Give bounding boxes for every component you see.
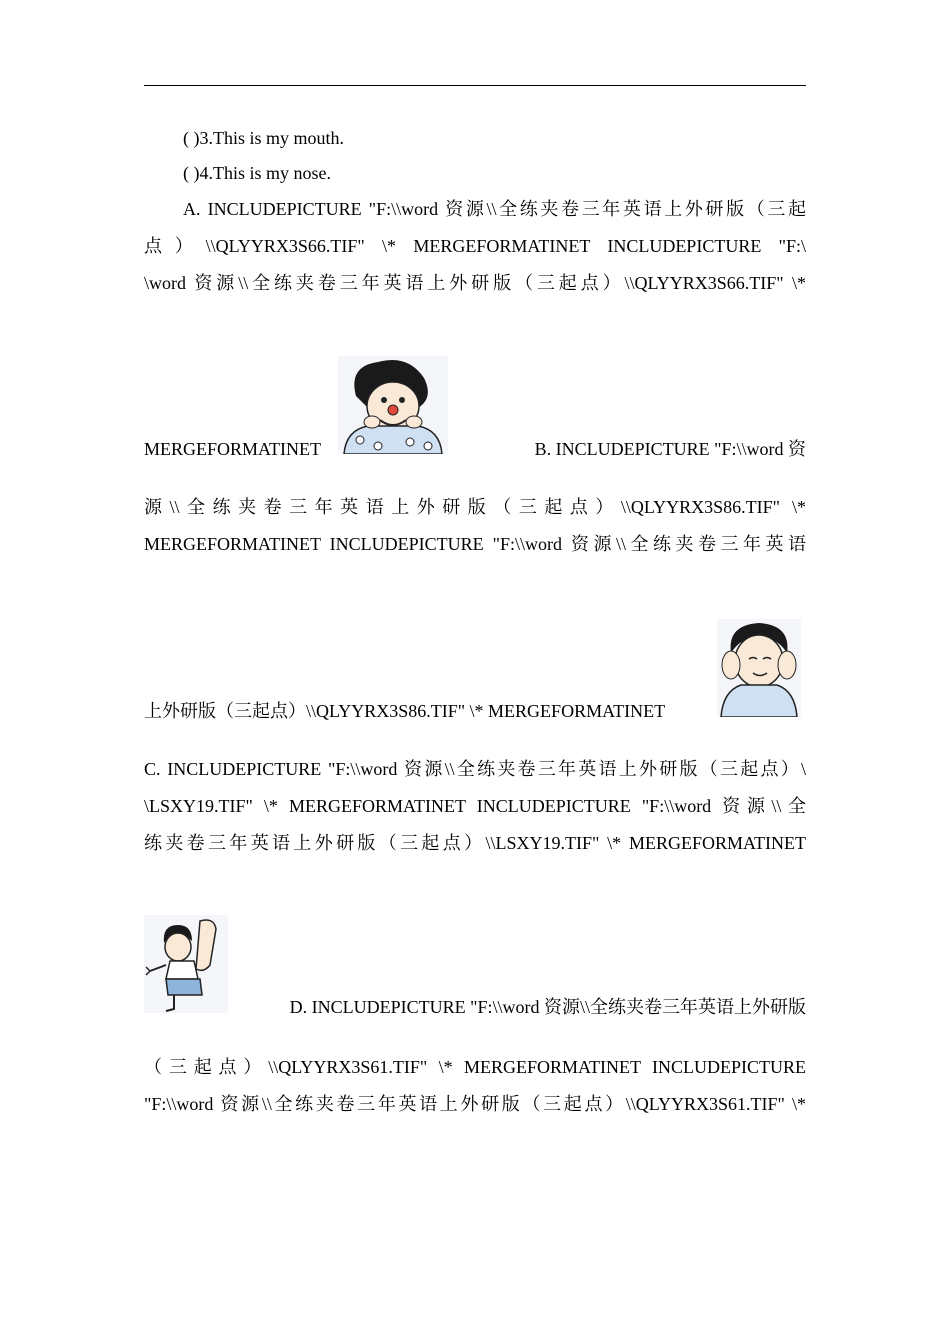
option-c-line-2: \LSXY19.TIF" \* MERGEFORMATINET INCLUDEPICTURE "F:\\word 资源\\全	[144, 796, 806, 816]
option-a-line-1: A. INCLUDEPICTURE "F:\\word 资源\\全练夹卷三年英语上外研版（三起	[183, 199, 806, 219]
option-b-line-4: 上外研版（三起点）\\QLYYRX3S86.TIF" \* MERGEFORMATINET	[144, 701, 666, 721]
question-4: ( )4.This is my nose.	[183, 163, 331, 183]
question-3: ( )3.This is my mouth.	[183, 128, 344, 148]
option-a-line-2: 点）\\QLYYRX3S66.TIF" \* MERGEFORMATINET INCLUDEPICTURE "F:\	[144, 236, 806, 256]
option-b-picture	[717, 619, 801, 717]
header-rule	[144, 85, 806, 86]
option-d-line-3: "F:\\word 资源\\全练夹卷三年英语上外研版（三起点）\\QLYYRX3S61.TIF" \*	[144, 1094, 806, 1114]
option-a-picture	[338, 356, 448, 454]
option-c-line-1: C. INCLUDEPICTURE "F:\\word 资源\\全练夹卷三年英语上外研版（三起点）\	[144, 759, 806, 779]
option-d-line-2: （三起点）\\QLYYRX3S61.TIF" \* MERGEFORMATINET INCLUDEPICTURE	[144, 1057, 806, 1077]
option-a-line-3: \word 资源\\全练夹卷三年英语上外研版（三起点）\\QLYYRX3S66.TIF" \*	[144, 273, 806, 293]
option-b-line-1: B. INCLUDEPICTURE "F:\\word 资	[534, 439, 806, 459]
option-c-line-3: 练夹卷三年英语上外研版（三起点）\\LSXY19.TIF" \* MERGEFORMATINET	[144, 833, 806, 853]
option-c-picture	[144, 915, 228, 1013]
option-b-line-2: 源\\全练夹卷三年英语上外研版（三起点）\\QLYYRX3S86.TIF" \*	[144, 497, 806, 517]
option-d-line-1: D. INCLUDEPICTURE "F:\\word 资源\\全练夹卷三年英语上外研版	[289, 997, 806, 1017]
option-a-line-4: MERGEFORMATINET	[144, 439, 322, 459]
option-b-line-3: MERGEFORMATINET INCLUDEPICTURE "F:\\word 资源\\全练夹卷三年英语	[144, 534, 806, 554]
